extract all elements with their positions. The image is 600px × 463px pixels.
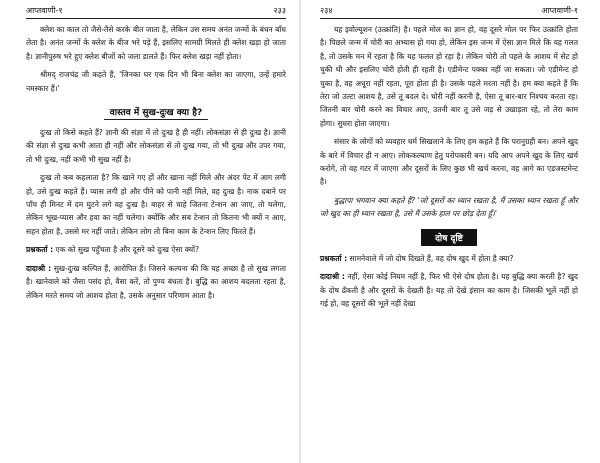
right-question-speaker: प्रश्नकर्ता : [320, 253, 348, 263]
left-header-title: आप्तवाणी-१ [26, 6, 63, 15]
left-answer [26, 262, 286, 302]
left-page [0, 0, 298, 463]
right-paragraph-3: बुद्धापा भगवान क्या कहते हैं? 'जो दूसरों का ध्यान रखता है, मैं उसका ध्यान रखता हूँ और जो खुद का ही ध्यान रखता है, उसे मैं उसके हाल पर छोड़ देता हूँ।' [320, 195, 578, 219]
right-question [320, 252, 578, 265]
left-paragraph-3: दुःख तो किसे कहते हैं? ज्ञानी की संज्ञा में तो दुःख है ही नहीं। लोकसंज्ञा से ही दुःख है। ज्ञानी की संज्ञा से दुःख कभी आता ही नहीं और लोकसंज्ञा से तो दुःख गया, तो भी दुःख और उपर गया, तो भी दुःख, नहीं कभी भी सुख नहीं है। [26, 128, 286, 164]
right-page-header [320, 4, 578, 19]
right-answer-text: नहीं, ऐसा कोई नियम नहीं है, फिर भी ऐसे दोष होता है। यह बुद्धि क्या करती है? खुद के दोष ढँकती है और दूसरों के देखती है। यह तो देखे इंसान का काम है। जिसकी भूलें नहीं हो गई हो, वह दूसरों की भूलें नहीं देखा [320, 272, 578, 308]
left-question-speaker: प्रश्नकर्ता : [26, 245, 54, 255]
left-paragraph-2: श्रीमद् राजचंद्र जी कहते हैं, 'जिनका घर एक दिन भी बिना क्लेश का जाएगा, उन्हें हमारे नमस्कार हैं।' [26, 70, 286, 93]
left-paragraph-1: क्लेश का काल तो जैसे-तैसे करके बीत जाता है, लेकिन उस समय अनंत जन्मों के बंधन बाँध लेता है। अनंत जन्मों के क्लेश के बीज भरे पड़े हैं, इसलिए सामग्री मिलते ही क्लेश खड़ा हो जाता है। ज्ञानीपुरुष भरे हुए क्लेश बीजों को जला डालते हैं। फिर क्लेश खड़ा नहीं होता। [26, 25, 286, 61]
right-question-text: सामनेवाले में जो दोष दिखते हैं, वह दोष खुद में होता है क्या? [347, 253, 514, 263]
left-answer-text: सुख-दुःख कल्पित हैं, आरोपित हैं। जिसने कल्पना की कि यह अच्छा है तो सुख लगता है। खानेवाले को जैसा पसंद हो, वैसा करें, तो पुण्य बंधता है। बुद्धि का आशय बदलता रहता है, लेकिन मरते समय जो आशय होता है, उसके अनुसार परिणाम आता है। [26, 263, 286, 300]
right-paragraph-1: यह इवोल्यूशन (उत्क्रांति) है। पहले मोल का ज्ञान हो, वह दूसरे मोल पर फिर उत्क्रांति होता है। पिछले जन्म में चोरी का अभ्यास हो गया हो, लेकिन इस जन्म में ऐसा ज्ञान मिले कि यह गलत है, तो उसके मन में रहता है कि यह फलत हो रहा है। लेकिन चोरी तो पहले के आशय में सेट हो चुकी थी और इसलिए चोरी होती ही रहती है। एडीमेन्ट पक्का नहीं जा सकता। जो एडीमेन्ट हो चुका है, वह अधूरा नहीं रहता, पूरा होता ही है। उसके पहले मरता नहीं है। हम क्या कहते हैं कि तेरा जो उल्टा आशय है, उसे तू बदल दे। चोरी नहीं करनी है, ऐसा तू बार-बार निश्चय करता रह। जितनी बार चोरी करने का विचार आए, उतनी बार तू उसे जड़ से उखाड़ता रहे, तो तेरा काम होगा। सुधरा होता जाएगा। [320, 25, 578, 128]
right-paragraph-2: संसार के लोगों को व्यवहार धर्म सिखलाने के लिए हम कहते हैं कि परानुग्रही बन। अपने खुद के बारे में विचार ही न आए। लोककल्याण हेतु परोपकारी बन। यदि आप अपने खुद के लिए खर्च करोगे, तो वह गटर में जाएगा और दूसरों के लिए कुछ भी खर्च करना, वह आगे का एडजस्टमेन्ट है। [320, 137, 578, 187]
left-page-header [26, 4, 286, 19]
right-page [302, 0, 600, 463]
right-header-title: आप्तवाणी-१ [541, 6, 578, 15]
left-page-number: २३३ [273, 6, 286, 15]
right-answer [320, 270, 578, 310]
left-heading-text: वास्तव में सुख-दुःख क्या है? [104, 104, 208, 120]
right-page-number: २३४ [320, 6, 333, 15]
right-heading-text: दोष दृष्टि [421, 229, 477, 246]
page-gutter [299, 0, 301, 463]
right-answer-speaker: दादाश्री : [320, 272, 345, 282]
left-question [26, 243, 286, 256]
left-section-heading [26, 100, 286, 120]
left-answer-speaker: दादाश्री : [26, 263, 52, 273]
left-question-text: एक को सुख पहुँचता है और दूसरे को दुःख ऐसा क्यों? [53, 245, 200, 255]
right-section-heading [320, 226, 578, 246]
left-paragraph-4: दुःख तो कब कहलाता है? कि खाने गए हों और खाना नहीं मिले और अंदर पेट में आग लगी हो, उसे दुःख कहते हैं। प्यास लगी हो और पीने को पानी नहीं मिले, वह दुःख है। नाक दबाने पर पाँच ही मिनट में दम घुटने लगे वह दुःख है। बाहर से चाहे जितना टेन्शन आ जाए, तो चलेगा, लेकिन भूख-प्यास और हवा का नहीं चलेगा। क्योंकि और सब टेन्शन तो कितना भी क्यों न आए, सहन होता है, उससे मर नहीं जाते। लेकिन लोग तो बिना काम के टेन्शन लिए फिरते हैं। [26, 173, 286, 236]
